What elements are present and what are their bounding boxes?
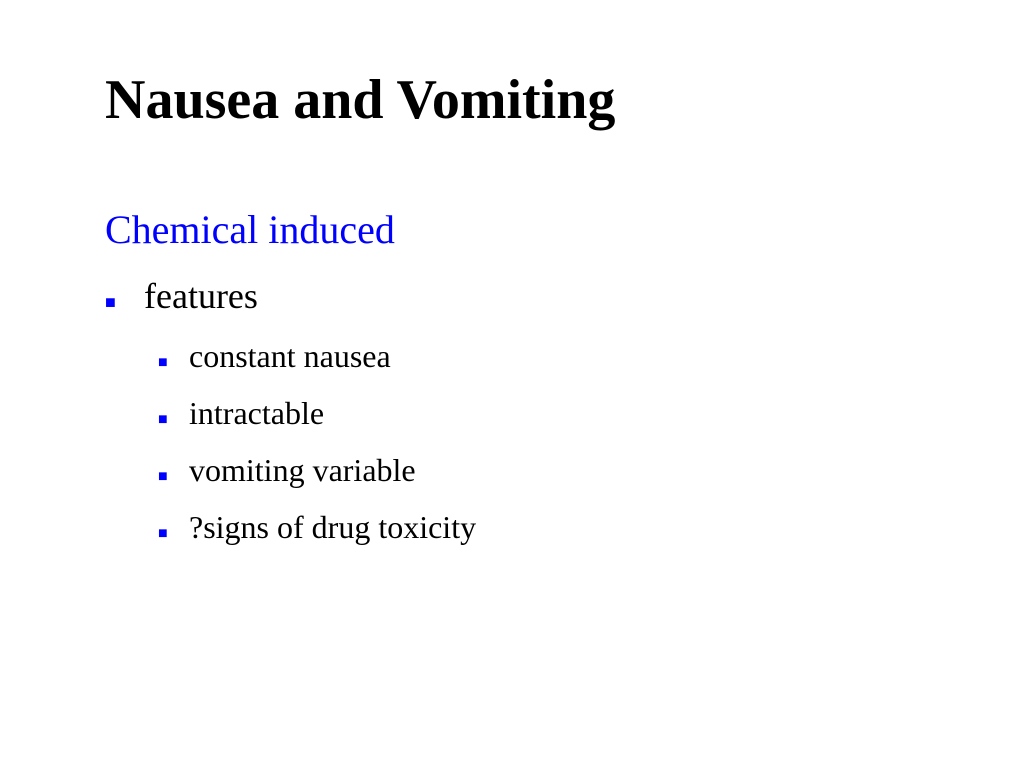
sub-bullet-label: intractable [189, 395, 325, 431]
sub-bullet-label: constant nausea [189, 338, 391, 374]
sub-bullet-item [158, 452, 476, 509]
square-bullet-icon: ■ [158, 468, 168, 485]
sub-bullet-label: vomiting variable [189, 452, 416, 488]
bullet-label: features [144, 276, 258, 316]
sub-bullet-list [158, 338, 476, 566]
square-bullet-icon: ■ [158, 411, 168, 428]
sub-bullet-item [158, 395, 476, 452]
slide-subtitle: Chemical induced [105, 207, 395, 252]
square-bullet-icon: ■ [105, 292, 116, 312]
square-bullet-icon: ■ [158, 525, 168, 542]
square-bullet-icon: ■ [158, 354, 168, 371]
sub-bullet-item [158, 338, 476, 395]
slide-title: Nausea and Vomiting [105, 69, 616, 131]
sub-bullet-label: ?signs of drug toxicity [189, 509, 477, 545]
bullet-item-features [105, 276, 258, 317]
sub-bullet-item [158, 509, 476, 566]
